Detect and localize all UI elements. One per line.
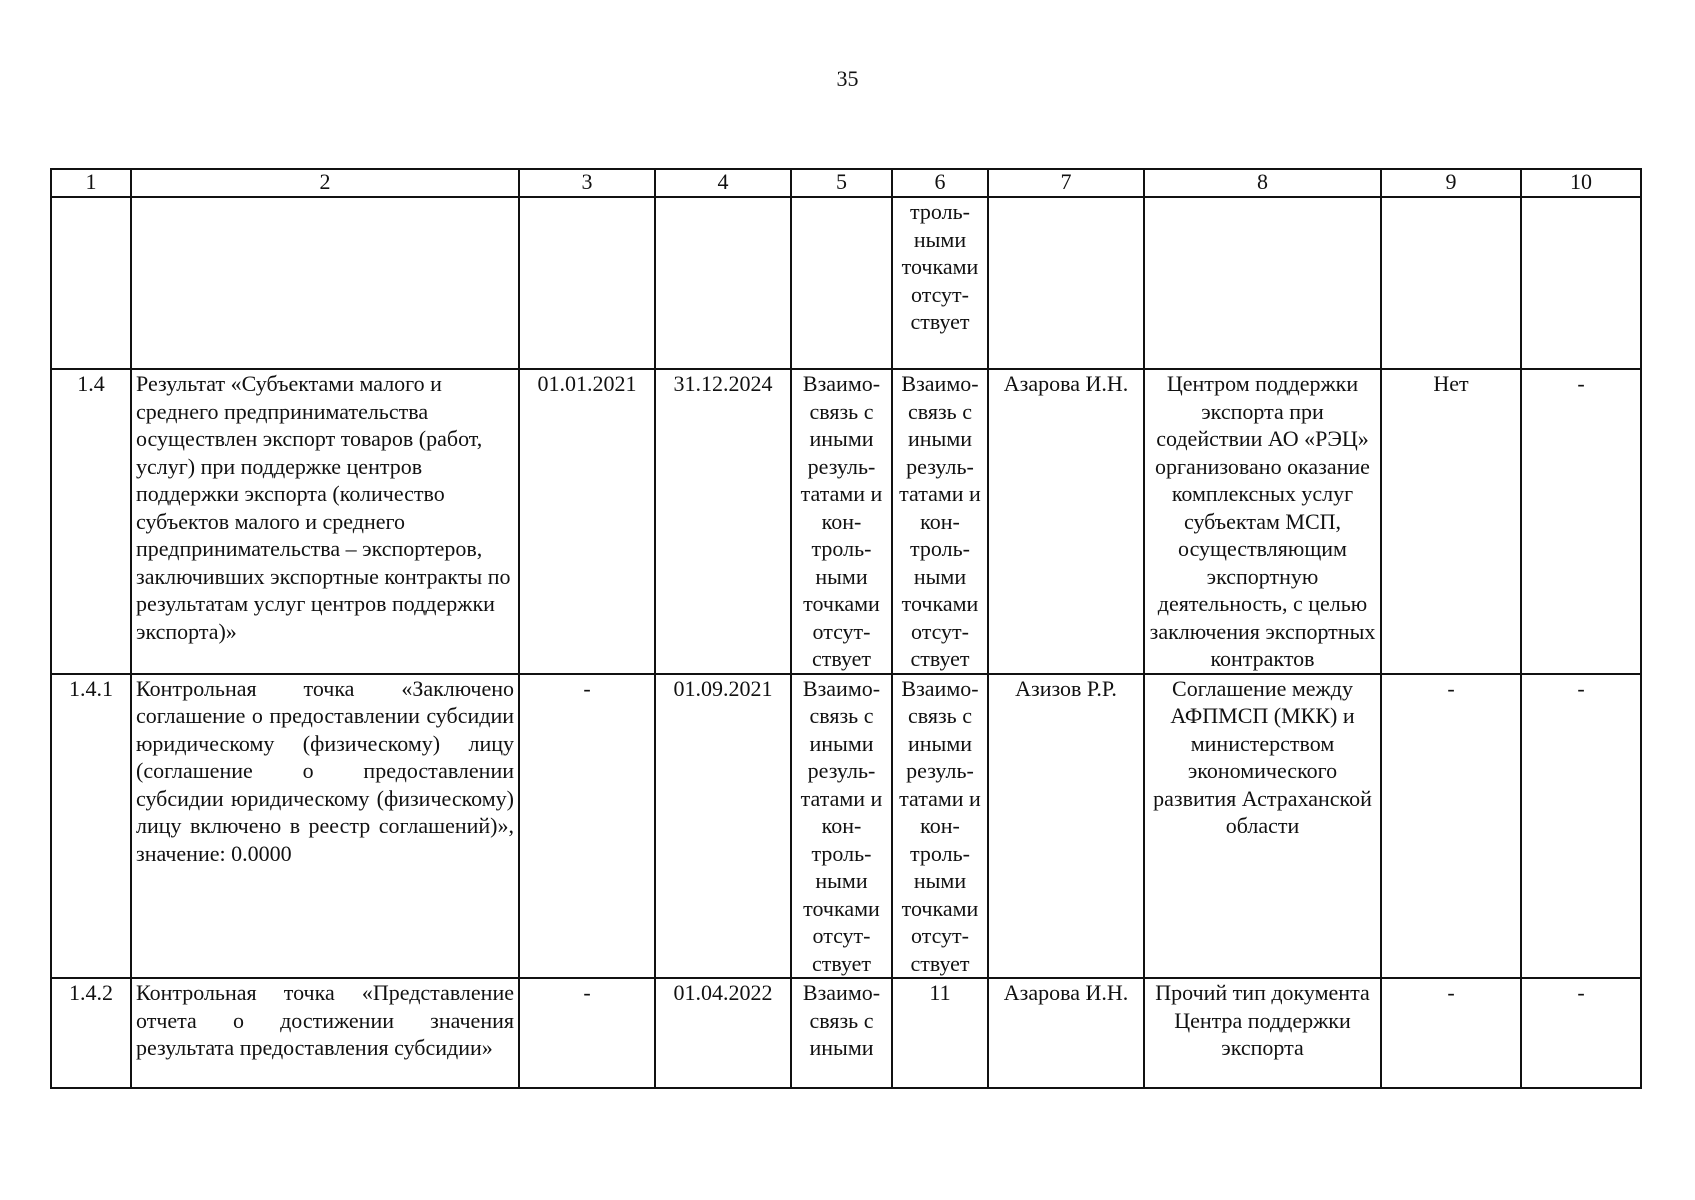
header-cell: 5	[791, 169, 892, 197]
row-document: Соглашение между АФПМСП (МКК) и министерством экономического развития Астраханской области	[1144, 674, 1381, 979]
row-number: 1.4.2	[51, 978, 131, 1088]
row-start-date	[519, 197, 655, 369]
row-document: Прочий тип документа Центра поддержки экспорта	[1144, 978, 1381, 1088]
page-number: 35	[836, 66, 859, 91]
row-description: Контрольная точка «Представление отчета о достижении значения результата предоставления субсидии»	[131, 978, 519, 1088]
row-col9: Нет	[1381, 369, 1521, 674]
row-start-date: -	[519, 978, 655, 1088]
row-col5: Взаимо- связь с иными	[791, 978, 892, 1088]
row-col10: -	[1521, 978, 1641, 1088]
plan-table	[50, 168, 1642, 1089]
row-responsible: Азарова И.Н.	[988, 978, 1144, 1088]
table-row	[51, 674, 1641, 979]
header-cell: 9	[1381, 169, 1521, 197]
header-cell: 2	[131, 169, 519, 197]
row-end-date: 01.04.2022	[655, 978, 791, 1088]
row-col5: Взаимо- связь с иными резуль- татами и кон- троль- ными точками отсут- ствует	[791, 674, 892, 979]
row-col9: -	[1381, 978, 1521, 1088]
row-description: Результат «Субъектами малого и среднего предпринимательства осуществлен экспорт товаров (работ, услуг) при поддержке центров поддержки экспорта (количество субъектов малого и среднего предпринимательства – экспортеров, заключивших экспортные контракты по результатам услуг центров поддержки экспорта)»	[131, 369, 519, 674]
row-col10: -	[1521, 674, 1641, 979]
row-number: 1.4	[51, 369, 131, 674]
row-responsible	[988, 197, 1144, 369]
row-responsible: Азизов Р.Р.	[988, 674, 1144, 979]
row-col9: -	[1381, 674, 1521, 979]
row-col9	[1381, 197, 1521, 369]
row-col10: -	[1521, 369, 1641, 674]
row-col10	[1521, 197, 1641, 369]
header-cell: 10	[1521, 169, 1641, 197]
row-start-date: -	[519, 674, 655, 979]
row-col5	[791, 197, 892, 369]
row-col6: Взаимо- связь с иными резуль- татами и кон- троль- ными точками отсут- ствует	[892, 674, 988, 979]
row-col6: троль- ными точками отсут- ствует	[892, 197, 988, 369]
row-document: Центром поддержки экспорта при содействии АО «РЭЦ» организовано оказание комплексных услуг субъектам МСП, осуществляющим экспортную деятельность, с целью заключения экспортных контрактов	[1144, 369, 1381, 674]
row-number: 1.4.1	[51, 674, 131, 979]
table-row	[51, 978, 1641, 1088]
row-document	[1144, 197, 1381, 369]
header-cell: 3	[519, 169, 655, 197]
row-col5: Взаимо- связь с иными резуль- татами и кон- троль- ными точками отсут- ствует	[791, 369, 892, 674]
row-start-date: 01.01.2021	[519, 369, 655, 674]
row-number	[51, 197, 131, 369]
header-cell: 6	[892, 169, 988, 197]
row-description: Контрольная точка «Заключено соглашение о предоставлении субсидии юридическому (физическому) лицу (соглашение о предоставлении субсидии юридическому (физическому) лицу включено в реестр соглашений)», значение: 0.0000	[131, 674, 519, 979]
row-responsible: Азарова И.Н.	[988, 369, 1144, 674]
header-row	[51, 169, 1641, 197]
row-end-date: 31.12.2024	[655, 369, 791, 674]
row-end-date	[655, 197, 791, 369]
row-col6: Взаимо- связь с иными резуль- татами и кон- троль- ными точками отсут- ствует	[892, 369, 988, 674]
row-description	[131, 197, 519, 369]
header-cell: 8	[1144, 169, 1381, 197]
row-col6: 11	[892, 978, 988, 1088]
header-cell: 7	[988, 169, 1144, 197]
row-end-date: 01.09.2021	[655, 674, 791, 979]
header-cell: 1	[51, 169, 131, 197]
table-row	[51, 197, 1641, 369]
table-row	[51, 369, 1641, 674]
header-cell: 4	[655, 169, 791, 197]
